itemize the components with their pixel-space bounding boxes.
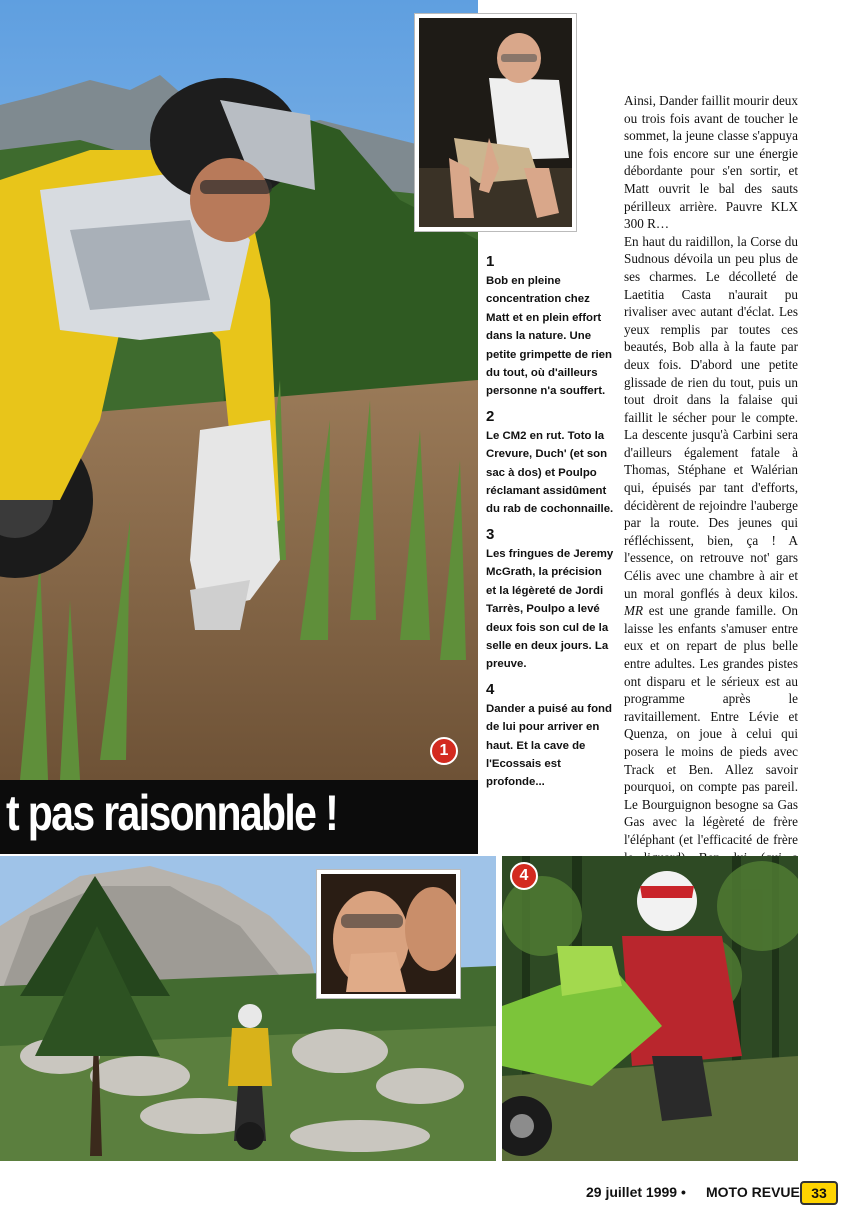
caption-number-2: 2 [486, 407, 495, 425]
headline: t pas raisonnable ! [6, 785, 338, 841]
page-number: 33 [800, 1181, 838, 1205]
caption-number-1: 1 [486, 253, 495, 270]
inset-photo-two-faces [317, 870, 460, 998]
inset-photo-seated-man [415, 14, 576, 231]
main-photo-rider-hillside [0, 0, 478, 780]
article-text: En haut du raidillon, la Corse du Sudnous dévoila un peu plus de ses charmes. Le décolleté de Laetitia Casta n'aurait pu rivaliser avec autant d'éclat. Les yeux remplis par toutes ces beautés, Bob alla à la faute par deux fois. D'abord une petite glissade de rien du tout, puis un tout droit dans la falaise qui faillit le sécher pour le compte. La descente jusqu'à Carbini sera d'ailleurs également fatale à Thomas, Stéphane et Walérian qui, épuisés par tant d'efforts, décidèrent de rejoindre l'auberge par la route. Des jeunes qui réfléchissent, bien, ça ! A l'essence, on retrouve not' gars Célis avec une chambre à air et un moral gonflés à deux kilos. [624, 233, 798, 601]
caption-text-3: Les fringues de Jeremy McGrath, la précision et la légèreté de Jordi Tarrès, Poulpo a levé deux fois son cul de la selle en deux jours. La preuve. [486, 547, 614, 671]
photo-number-badge-1: 1 [430, 737, 458, 765]
caption-text-1: Bob en pleine concentration chez Matt et en plein effort dans la nature. Une petite grimpette de rien du tout, où d'ailleurs personne n'a souffert. [486, 275, 612, 398]
caption-number-3: 3 [486, 525, 495, 543]
issue-date: 29 juillet 1999 • [586, 1184, 686, 1200]
magazine-name: MOTO REVUE [706, 1184, 800, 1200]
article-paragraph [624, 233, 798, 903]
article-paragraph: Ainsi, Dander faillit mourir deux ou trois fois avant de toucher le sommet, la jeune classe s'appuya une fois encore sur une énergie débordante pour s'en sortir, et Matt ouvrit le bal des sauts périlleux arrière. Pauvre KLX 300 R… [624, 93, 798, 232]
headline-band [0, 780, 478, 854]
caption-text-2: Le CM2 en rut. Toto la Crevure, Duch' (et son sac à dos) et Poulpo réclamant assidûment du rab de cochonnaille. [486, 429, 614, 516]
page-footer [0, 1176, 858, 1212]
bottom-photo-green-bike-forest [502, 856, 798, 1161]
article-text: est une grande famille. On laisse les enfants s'amuser entre eux et on repart de plus belle entre adultes. Les grandes pistes ont disparu et le sérieux est au programme après le ravitaillement. Entre Lévie et Quenza, on joue à celui qui posera le moins de pieds avec Track et Ben. Allez savoir pourquoi, on compte pas pareil. Le Bourguignon besogne sa Gas Gas avec la légèreté de frère l'éléphant (et l'efficacité de frère [624, 603, 798, 847]
magazine-abbreviation: MR [624, 603, 644, 619]
photo-captions [486, 252, 614, 796]
article-body [624, 92, 798, 902]
caption-text-4: Dander a puisé au fond de lui pour arriver en haut. Et la cave de l'Ecossais est profonde... [486, 702, 612, 789]
photo-number-badge-4: 4 [510, 862, 538, 890]
caption-number-4: 4 [486, 680, 495, 698]
